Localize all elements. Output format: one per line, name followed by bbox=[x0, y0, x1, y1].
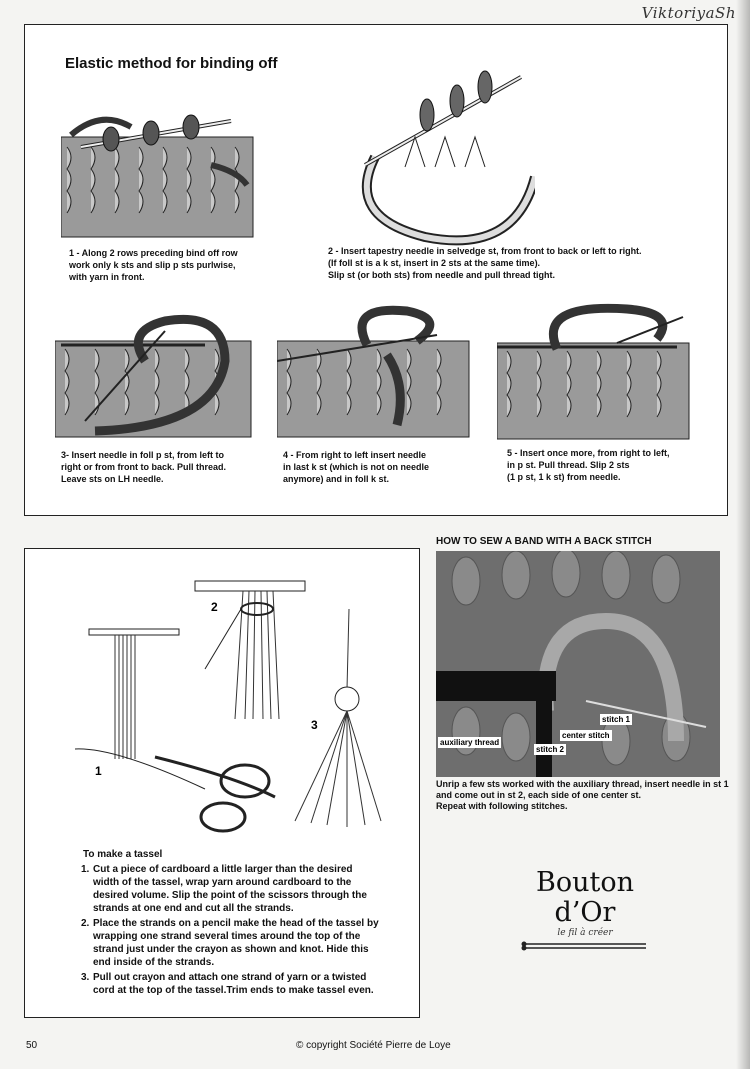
logo-tagline: le fil à créer bbox=[557, 928, 613, 938]
logo-line-1: Bouton bbox=[536, 867, 634, 898]
tassel-steps bbox=[81, 863, 381, 999]
label-auxiliary-thread: auxiliary thread bbox=[440, 738, 500, 747]
logo-line-2: d’Or bbox=[554, 897, 616, 928]
signature: ViktoriyaSh bbox=[641, 4, 736, 22]
binding-off-step-3: 3- Insert needle in foll p st, from left to right or from front to back. Pull thread. Leave sts on LH needle. bbox=[61, 450, 227, 484]
band-heading: HOW TO SEW A BAND WITH A BACK STITCH bbox=[436, 536, 652, 547]
binding-off-title: Elastic method for binding off bbox=[65, 55, 278, 72]
binding-off-step-4: 4 - From right to left insert needle in last k st (which is not on needle anymore) and in foll k st. bbox=[283, 450, 430, 484]
label-stitch-2: stitch 2 bbox=[536, 745, 565, 754]
copyright: © copyright Société Pierre de Loye bbox=[296, 1040, 451, 1051]
band-caption: Unrip a few sts worked with the auxiliary thread, insert needle in st 1 and come out in st 2, each side of one center st. Repeat with following stitches. bbox=[436, 779, 729, 811]
tassel-heading: To make a tassel bbox=[83, 849, 163, 860]
binding-off-illustration-4 bbox=[277, 305, 473, 441]
binding-off-illustration-3 bbox=[55, 301, 255, 441]
page-number: 50 bbox=[26, 1040, 38, 1051]
page-edge-shadow bbox=[736, 0, 750, 1069]
figure-number-3: 3 bbox=[311, 718, 318, 732]
tassel-illustration bbox=[65, 569, 385, 845]
tassel-step-2: 2. Place the strands on a pencil make the head of the tassel by wrapping one strand several times around the top of the strand just under the crayon as shown and knot. Hide this end inside of the strands. bbox=[81, 918, 379, 968]
binding-off-illustration-2 bbox=[325, 47, 535, 247]
binding-off-illustration-5 bbox=[497, 303, 693, 443]
binding-off-illustration-1 bbox=[61, 107, 257, 242]
binding-off-step-1: 1 - Along 2 rows preceding bind off row work only k sts and slip p sts purlwise, with yarn in front. bbox=[69, 248, 238, 282]
tassel-step-3: 3. Pull out crayon and attach one strand of yarn or a twisted cord at the top of the tassel.Trim ends to make tassel even. bbox=[81, 972, 374, 996]
logo-needles-icon bbox=[520, 941, 650, 951]
binding-off-step-5: 5 - Insert once more, from right to left, in p st. Pull thread. Slip 2 sts (1 p st, 1 k st) from needle. bbox=[507, 448, 670, 482]
tassel-panel bbox=[24, 548, 420, 1018]
figure-number-1: 1 bbox=[95, 764, 102, 778]
label-center-stitch: center stitch bbox=[562, 731, 610, 740]
binding-off-step-2: 2 - Insert tapestry needle in selvedge st, from front to back or left to right. (If foll st is a k st, insert in 2 sts at the same time). Slip st (or both sts) from needle and pull thread tight. bbox=[328, 246, 642, 280]
tassel-step-1: 1. Cut a piece of cardboard a little larger than the desired width of the tassel, wrap yarn around cardboard to the desired volume. Slip the point of the scissors through the strands at one end and cut all the strands. bbox=[81, 864, 367, 914]
band-photo bbox=[436, 551, 720, 777]
label-stitch-1: stitch 1 bbox=[602, 715, 631, 724]
binding-off-panel bbox=[24, 24, 728, 516]
figure-number-2: 2 bbox=[211, 600, 218, 614]
brand-logo bbox=[510, 868, 660, 968]
